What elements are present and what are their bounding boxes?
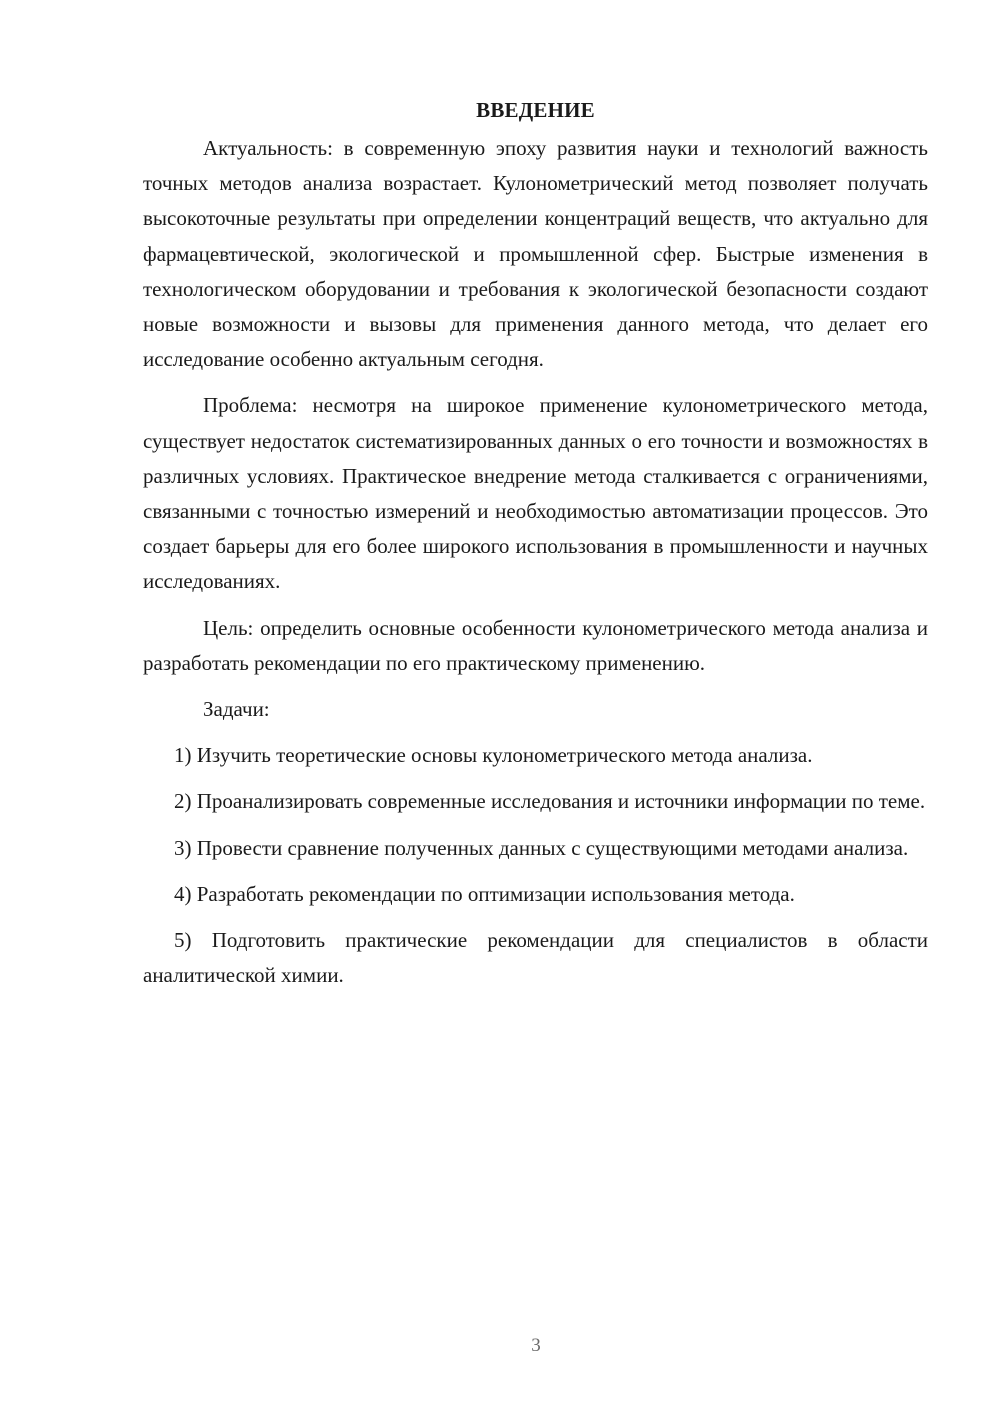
page-number: 3: [531, 1335, 541, 1356]
task-item-3: 3) Провести сравнение полученных данных с существующими методами анализа.: [174, 835, 909, 860]
task-item-5: 5) Подготовить практические рекомендации для специалистов в области аналитической химии.: [143, 928, 928, 988]
task-item-4: 4) Разработать рекомендации по оптимизации использования метода.: [174, 881, 795, 906]
task-item-2: 2) Проанализировать современные исследования и источники информации по теме.: [174, 789, 926, 814]
paragraph-goal: Цель: определить основные особенности кулонометрического метода анализа и разработать рекомендации по его практическому применению.: [143, 615, 928, 675]
paragraph-relevance: Актуальность: в современную эпоху развития науки и технологий важность точных методов анализа возрастает. Кулонометрический метод позволяет получать высокоточные результаты при определении концентраций веществ, что актуально для фармацевтической, экологической и промышленной сфер. Быстрые изменения в технологическом оборудовании и требования к экологической безопасности создают новые возможности и вызовы для применения данного метода, что делает его исследование особенно актуальным сегодня.: [143, 136, 928, 372]
section-heading: ВВЕДЕНИЕ: [476, 98, 595, 122]
task-item-1: 1) Изучить теоретические основы кулонометрического метода анализа.: [174, 743, 813, 768]
page-content: [143, 92, 928, 1004]
tasks-label: Задачи:: [203, 697, 270, 722]
paragraph-problem: Проблема: несмотря на широкое применение кулонометрического метода, существует недостаток систематизированных данных о его точности и возможностях в различных условиях. Практическое внедрение метода сталкивается с ограничениями, связанными с точностью измерений и необходимостью автоматизации процессов. Это создает барьеры для его более широкого использования в промышленности и научных исследованиях.: [143, 393, 928, 594]
